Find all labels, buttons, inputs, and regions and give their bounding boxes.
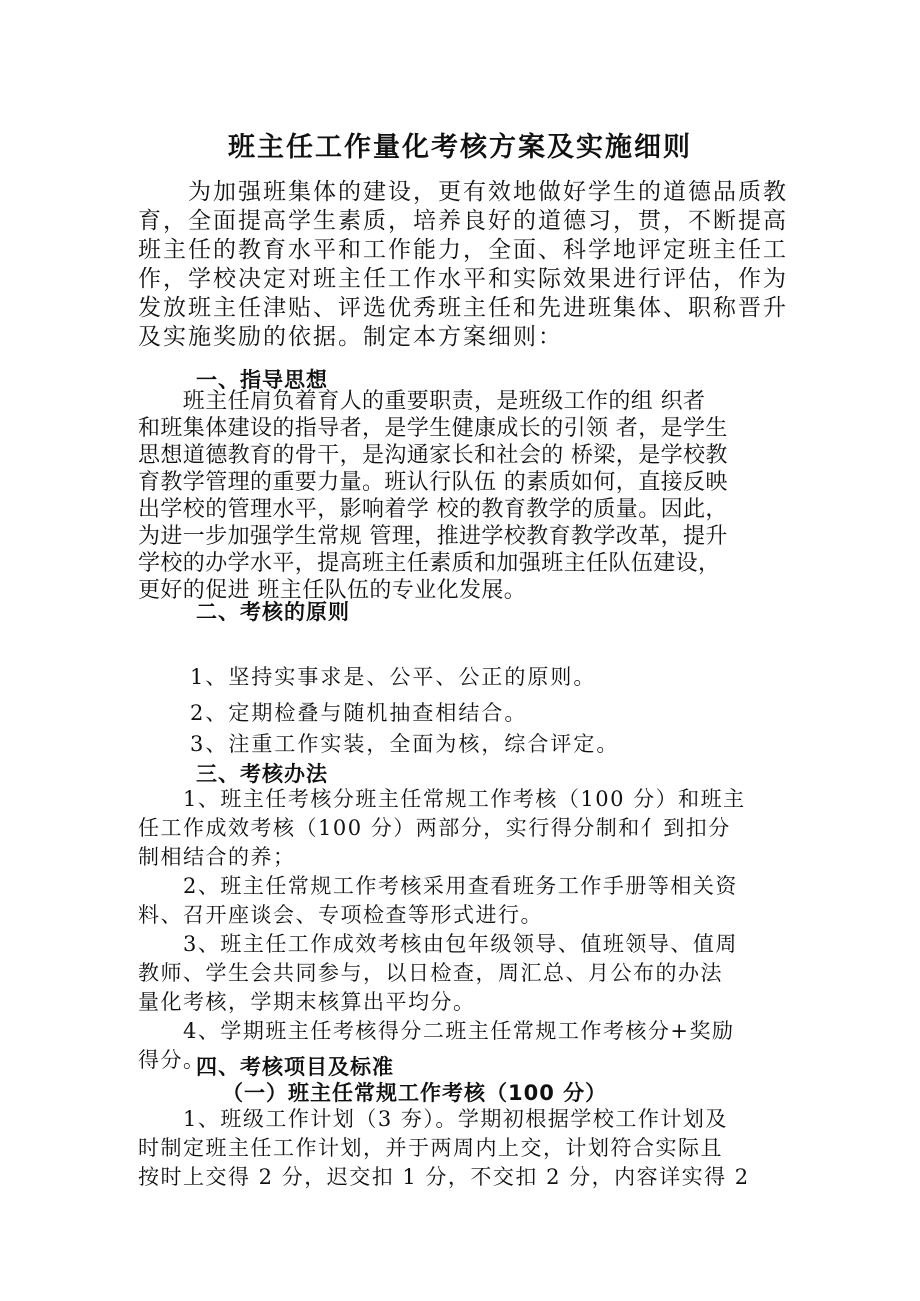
section-heading-principles: 二、考核的原则 — [196, 600, 350, 624]
text-line: 时制定班主任工作计划，并于两周内上交，计划符合实际且 — [138, 1136, 723, 1160]
text-line: 为加强班集体的建设，更有效地做好学生的道德品质教 — [138, 179, 788, 205]
subsection-heading-routine-work: （一）班主任常规工作考核（100 分） — [222, 1081, 608, 1105]
text-line: 班主任的教育水平和工作能力，全面、科学地评定班主任工 — [138, 237, 788, 263]
section4-paragraph — [138, 1105, 786, 1192]
text-line: 2、班主任常规工作考核采用查看班务工作手册等相关资 — [138, 874, 738, 898]
intro-paragraph — [138, 178, 786, 352]
section3-paragraph — [138, 785, 786, 1075]
text-line: 按时上交得 2 分，迟交扣 1 分，不交扣 2 分，内容详实得 2 — [138, 1165, 750, 1189]
principle-item: 3、注重工作实装，全面为核，综合评定。 — [190, 732, 620, 756]
text-line: 作，学校决定对班主任工作水平和实际效果进行评估，作为 — [138, 266, 788, 292]
text-line: 任工作成效考核（100 分）两部分，实行得分制和亻到扣分 — [138, 816, 731, 840]
text-line: 育，全面提高学生素质，培养良好的道德习，贯，不断提高 — [138, 208, 788, 234]
section-heading-items-standards: 四、考核项目及标准 — [196, 1055, 394, 1079]
text-line: 学校的办学水平，提高班主任素质和加强班主任队伍建设， — [138, 551, 721, 576]
text-line: 3、班主任工作成效考核由包年级领导、值班领导、值周 — [138, 932, 738, 956]
text-line: 4、学期班主任考核得分二班主任常规工作考核分+奖励 — [138, 1019, 735, 1043]
text-line: 发放班主任津贴、评选优秀班主任和先进班集体、职称晋升 — [138, 295, 788, 321]
text-line: 料、召开座谈会、专项检查等形式进行。 — [138, 903, 543, 927]
text-line: 1、班主任考核分班主任常规工作考核（100 分）和班主 — [138, 787, 746, 811]
text-line: 1、班级工作计划（3 夯）。学期初根据学校工作计划及 — [138, 1107, 728, 1131]
section-heading-guiding-ideology: 一、指导思想 — [196, 368, 328, 392]
text-line: 思想道德教育的骨干，是沟通家长和社会的 桥梁，是学校教 — [138, 443, 728, 468]
text-line: 得分。 — [138, 1048, 206, 1072]
text-line: 制相结合的养； — [138, 845, 296, 869]
principle-item: 1、坚持实事求是、公平、公正的原则。 — [190, 665, 597, 689]
text-line: 教师、学生会共同参与，以日检查，周汇总、月公布的办法 — [138, 961, 723, 985]
document-title: 班主任工作量化考核方案及实施细则 — [228, 132, 692, 163]
text-line: 育教学管理的重要力量。班认行队伍 的素质如何，直接反映 — [138, 470, 728, 495]
text-line: 为进一步加强学生常规 管理，推进学校教育教学改革，提升 — [138, 524, 728, 549]
text-line: 更好的促进 班主任队伍的专业化发展。 — [138, 578, 527, 603]
section-heading-methods: 三、考核办法 — [196, 762, 328, 786]
text-line: 班主任肩负着育人的重要职责，是班级工作的组 织者 — [138, 389, 706, 414]
text-line: 出学校的管理水平，影响着学 校的教育教学的质量。因此， — [138, 497, 728, 522]
text-line: 及实施奖励的依据。制定本方案细则： — [138, 324, 563, 350]
section1-paragraph — [138, 388, 786, 604]
text-line: 和班集体建设的指导者，是学生健康成长的引领 者，是学生 — [138, 416, 728, 441]
text-line: 量化考核，学期末核算出平均分。 — [138, 990, 476, 1014]
principle-item: 2、定期检叠与随机抽查相结合。 — [190, 701, 528, 725]
